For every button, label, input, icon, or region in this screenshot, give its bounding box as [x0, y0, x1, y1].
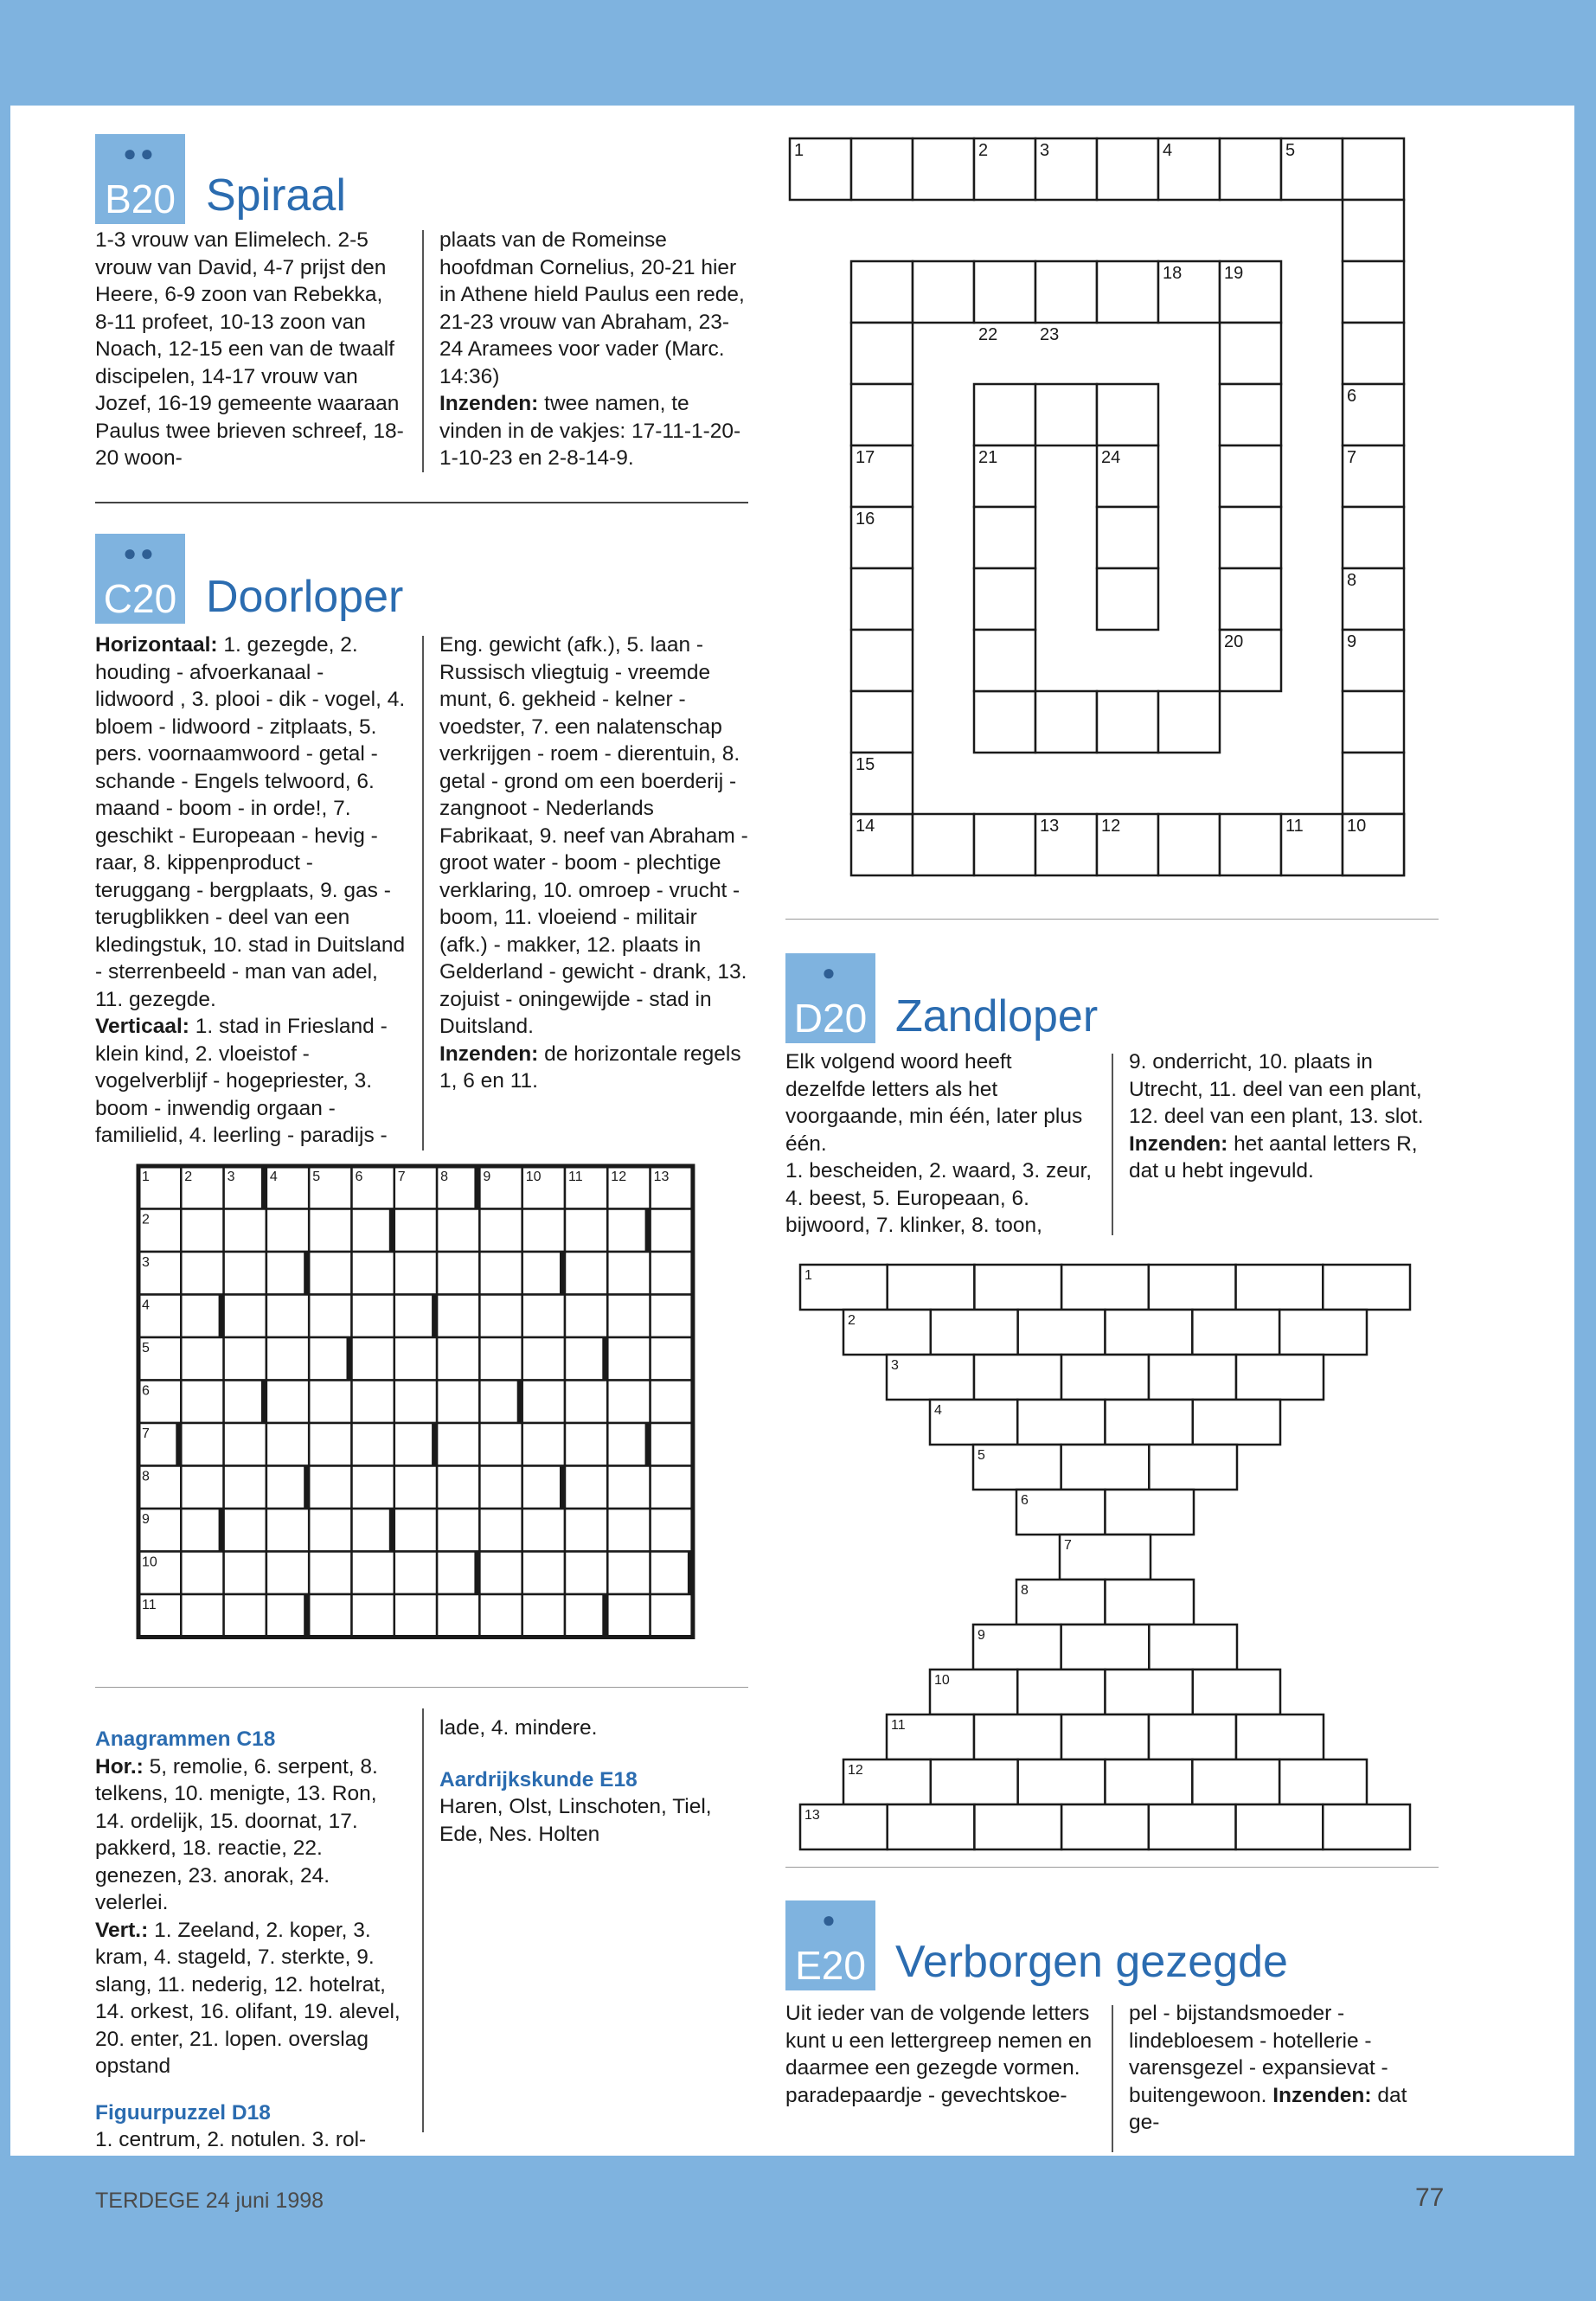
inzenden-label: Inzenden:	[1129, 1131, 1228, 1156]
zandloper-cell	[1061, 1625, 1150, 1670]
zandloper-cell	[1017, 1400, 1105, 1445]
cell-number: 13	[1040, 817, 1060, 836]
cell-number: 12	[1101, 817, 1121, 836]
zandloper-cell	[1279, 1310, 1367, 1355]
zandloper-cell	[1106, 1670, 1193, 1715]
zandloper-cell	[888, 1804, 975, 1849]
difficulty-dots: ●	[822, 959, 839, 985]
zandloper-cell	[1236, 1804, 1324, 1849]
cell-number: 4	[934, 1403, 942, 1418]
e20-clues-col2	[1129, 2000, 1442, 2137]
cell-number: 4	[269, 1170, 278, 1184]
zandloper-cell	[973, 1625, 1061, 1670]
anagrammen-title: Anagrammen C18	[95, 1727, 276, 1751]
inzenden-label: Inzenden:	[1272, 2083, 1372, 2107]
cell-number: 19	[1224, 264, 1244, 283]
page-number: 77	[1415, 2183, 1445, 2212]
cell-number: 10	[1347, 817, 1367, 836]
cell-number: 2	[142, 1212, 150, 1227]
cell-number: 12	[611, 1170, 627, 1184]
zandloper-cell	[887, 1355, 974, 1400]
d20-clues-text2: 9. onderricht, 10. plaats in Utrecht, 11. deel van een plant, 12. deel van een plant, 13. slot.	[1129, 1050, 1424, 1128]
e20-words2: pel - bijstandsmoeder - lindebloesem - hotellerie - varensgezel - expansievat - buitengewoon.	[1129, 2002, 1388, 2107]
inzenden-text: twee namen, te vinden in de vakjes: 17-11-1-20-1-10-23 en 2-8-14-9.	[439, 392, 741, 470]
cell-number: 5	[1285, 141, 1296, 160]
zandloper-cell	[1106, 1580, 1195, 1625]
cell-number: 6	[1021, 1493, 1029, 1508]
zandloper-cell	[1061, 1715, 1149, 1759]
cell-number: 1	[142, 1170, 150, 1184]
zandloper-cell	[931, 1310, 1018, 1355]
aardrijkskunde-text: Haren, Olst, Linschoten, Tiel, Ede, Nes. Holten	[439, 1795, 712, 1846]
zandloper-cell	[888, 1265, 975, 1310]
cell-number: 12	[848, 1763, 863, 1778]
cell-number: 10	[525, 1170, 542, 1184]
zandloper-cell	[1018, 1759, 1106, 1804]
zandloper-cell	[930, 1400, 1017, 1445]
zandloper-cell	[974, 1804, 1061, 1849]
cell-number: 23	[1040, 325, 1060, 344]
zandloper-cell	[1149, 1625, 1237, 1670]
cell-number: 16	[856, 510, 875, 529]
zandloper-cell	[1149, 1715, 1236, 1759]
zandloper-cell	[1193, 1400, 1280, 1445]
difficulty-dots: ●●	[123, 540, 157, 566]
e20-badge	[785, 1900, 875, 1990]
inzenden-text: dat ge-	[1129, 2083, 1407, 2134]
zandloper-cell	[1061, 1445, 1150, 1490]
d20-clues: 1. bescheiden, 2. waard, 3. zeur, 4. beest, 5. Europeaan, 6. bijwoord, 7. klinker, 8. toon,	[785, 1159, 1093, 1237]
zandloper-cell	[974, 1265, 1061, 1310]
cell-number: 24	[1101, 448, 1121, 467]
zandloper-cell	[1061, 1355, 1149, 1400]
zandloper-cell	[1106, 1400, 1193, 1445]
column-divider	[1112, 2005, 1113, 2152]
cell-number: 13	[653, 1170, 670, 1184]
cell-number: 2	[848, 1313, 856, 1328]
cell-number: 4	[142, 1298, 150, 1313]
zandloper-cell	[1018, 1310, 1106, 1355]
cell-number: 7	[1064, 1538, 1072, 1553]
zandloper-cell	[1149, 1355, 1236, 1400]
zandloper-cell	[1016, 1490, 1106, 1535]
cell-number: 18	[1163, 264, 1183, 283]
figuurpuzzel-text: 1. centrum, 2. notulen. 3. rol-	[95, 2128, 367, 2151]
inzenden-label: Inzenden:	[439, 392, 539, 415]
cell-number: 7	[397, 1170, 406, 1184]
magazine-footer: TERDEGE 24 juni 1998	[95, 2189, 324, 2213]
e20-title: Verborgen gezegde	[895, 1937, 1288, 1987]
cell-number: 11	[1285, 817, 1304, 836]
zandloper-cell	[1149, 1445, 1237, 1490]
cell-number: 1	[794, 141, 804, 160]
cell-number: 7	[1347, 448, 1357, 467]
zandloper-cell	[1279, 1759, 1367, 1804]
inzenden-label: Inzenden:	[439, 1042, 539, 1066]
zandloper-cell	[1149, 1804, 1236, 1849]
zandloper-cell	[1017, 1670, 1105, 1715]
anagrammen-hor: 5, remolie, 6. serpent, 8. telkens, 10. menigte, 13. Ron, 14. ordelijk, 15. doornat, 17. pakkerd, 18. reactie, 22. genezen, 23. anorak, 24. velerlei.	[95, 1754, 378, 1914]
verticaal-label: Verticaal:	[95, 1015, 189, 1038]
cell-number: 9	[142, 1512, 150, 1527]
e20-words: paradepaardje - gevechtskoe-	[785, 2083, 1067, 2107]
d20-intro: Elk volgend woord heeft dezelfde letters als het voorgaande, min één, later plus één.	[785, 1050, 1083, 1156]
zandloper-cell	[1193, 1670, 1280, 1715]
cell-number: 5	[142, 1341, 150, 1356]
zandloper-cell	[1192, 1759, 1279, 1804]
cell-number: 3	[227, 1170, 235, 1184]
cell-number: 3	[1040, 141, 1050, 160]
cell-number: 9	[1347, 632, 1357, 651]
cell-number: 1	[804, 1268, 812, 1283]
zandloper-cell	[800, 1265, 888, 1310]
c20-clues-text2: Eng. gewicht (afk.), 5. laan - Russisch vliegtuig - vreemde munt, 6. gekheid - kelner - voedster, 7. een nalatenschap verkrijgen - roem - dierentuin, 8. getal - grond om een boerderij - zangnoot - Nederlands Fabrikaat, 9. neef van Abraham - groot water - boom - plechtige verklaring, 10. omroep - vrucht - boom, 11. vloeiend - militair (afk.) - makker, 12. plaats in Gelderland - gewicht - drank, 13. zojuist - oningewijde - stad in Duitsland.	[439, 633, 748, 1038]
cell-number: 13	[804, 1808, 820, 1823]
cell-number: 3	[891, 1358, 899, 1373]
d20-title: Zandloper	[895, 991, 1099, 1042]
e20-intro: Uit ieder van de volgende letters kunt u een lettergreep nemen en daarmee een gezegde vormen.	[785, 2002, 1093, 2080]
cell-number: 14	[856, 817, 875, 836]
zandloper-cell	[974, 1715, 1061, 1759]
zandloper-cell	[1060, 1535, 1151, 1580]
cell-number: 2	[978, 141, 989, 160]
zandloper-cell	[1016, 1580, 1106, 1625]
cell-number: 11	[142, 1598, 157, 1612]
zandloper-cell	[1323, 1265, 1410, 1310]
zandloper-cell	[1061, 1804, 1149, 1849]
cell-number: 9	[977, 1628, 985, 1643]
horizontaal-clues: 1. gezegde, 2. houding - afvoerkanaal - lidwoord , 3. plooi - dik - vogel, 4. bloem - lidwoord - zitplaats, 5. pers. voornaamwoord - getal - schande - Engels telwoord, 6. maand - boom - in orde!, 7. geschikt - Europeaan - hevig - raar, 8. kippenproduct - teruggang - bergplaats, 9. gas - terugblikken - deel van een kledingstuk, 10. stad in Duitsland - sterrenbeeld - man van adel, 11. gezegde.	[95, 633, 406, 1011]
zandloper-cell	[973, 1445, 1061, 1490]
zandloper-cell	[1061, 1265, 1149, 1310]
zandloper-cell	[1323, 1804, 1410, 1849]
cell-number: 8	[142, 1469, 150, 1484]
zandloper-cell	[1192, 1310, 1279, 1355]
cell-number: 8	[440, 1170, 449, 1184]
puzzle-code: B20	[105, 176, 176, 221]
cell-number: 8	[1347, 571, 1357, 590]
zandloper-cell	[1236, 1355, 1324, 1400]
cell-number: 6	[355, 1170, 363, 1184]
hor-label: Hor.:	[95, 1754, 144, 1779]
puzzle-code: D20	[793, 996, 868, 1041]
vert-label: Vert.:	[95, 1918, 149, 1942]
figuurpuzzel-title: Figuurpuzzel D18	[95, 2100, 271, 2125]
difficulty-dots: ●●	[123, 140, 157, 166]
cell-number: 9	[483, 1170, 491, 1184]
cell-number: 5	[312, 1170, 321, 1184]
zandloper-cell	[1106, 1490, 1195, 1535]
cell-number: 21	[978, 448, 998, 467]
cell-number: 11	[568, 1170, 583, 1184]
horizontaal-label: Horizontaal:	[95, 633, 218, 657]
e20-clues-col1	[785, 2000, 1097, 2109]
zandloper-cell	[1106, 1310, 1193, 1355]
cell-number: 20	[1224, 632, 1244, 651]
inzenden-text: het aantal letters R, dat u hebt ingevuld.	[1129, 1131, 1418, 1183]
cell-number: 3	[142, 1255, 150, 1270]
cell-number: 7	[142, 1426, 150, 1441]
difficulty-dots: ●	[822, 1907, 839, 1932]
zandloper-cell	[1149, 1265, 1236, 1310]
cell-number: 10	[142, 1554, 157, 1570]
zandloper-cell	[1236, 1715, 1324, 1759]
figuurpuzzel-cont: lade, 4. mindere.	[439, 1716, 598, 1740]
cell-number: 6	[142, 1383, 150, 1399]
cell-number: 11	[891, 1718, 906, 1733]
cell-number: 8	[1021, 1583, 1029, 1598]
cell-number: 10	[934, 1673, 950, 1688]
c20-title: Doorloper	[206, 572, 404, 622]
cell-number: 4	[1163, 141, 1173, 160]
cell-number: 15	[856, 755, 875, 774]
zandloper-cell	[843, 1310, 931, 1355]
zandloper-cell	[1106, 1759, 1193, 1804]
anagrammen-vert: 1. Zeeland, 2. koper, 3. kram, 4. stageld, 7. sterkte, 9. slang, 11. nederig, 12. hotelrat, 14. orkest, 16. olifant, 19. alevel, 20. enter, 21. lopen. overslag opstand	[95, 1918, 401, 2078]
inzenden-text: de horizontale regels 1, 6 en 11.	[439, 1042, 741, 1093]
puzzle-code: E20	[795, 1943, 866, 1988]
zandloper-cell	[974, 1355, 1061, 1400]
zandloper-cell	[1236, 1265, 1324, 1310]
cell-number: 5	[977, 1448, 985, 1463]
b20-title: Spiraal	[206, 170, 346, 221]
zandloper-cell	[931, 1759, 1018, 1804]
b20-clues-text: 1-3 vrouw van Elimelech. 2-5 vrouw van David, 4-7 prijst den Heere, 6-9 zoon van Rebekka, 8-11 profeet, 10-13 zoon van Noach, 12-15 een van de twaalf discipelen, 14-17 vrouw van Jozef, 16-19 gemeente waaraan Paulus twee brieven schreef, 18-20 woon-	[95, 228, 404, 470]
b20-clues-text2: plaats van de Romeinse hoofdman Cornelius, 20-21 hier in Athene hield Paulus een rede, 21-23 vrouw van Abraham, 23-24 Aramees voor vader (Marc. 14:36)	[439, 228, 745, 388]
puzzle-code: C20	[103, 576, 177, 621]
section-divider	[785, 1867, 1439, 1868]
cell-number: 22	[978, 325, 998, 344]
aardrijkskunde-title: Aardrijkskunde E18	[439, 1767, 638, 1791]
cell-number: 2	[184, 1170, 193, 1184]
cell-number: 6	[1347, 387, 1357, 406]
verticaal-clues: 1. stad in Friesland - klein kind, 2. vloeistof - vogelverblijf - hogepriester, 3. boom - inwendig orgaan - familielid, 4. leerling - paradijs -	[95, 1015, 388, 1147]
cell-number: 17	[856, 448, 875, 467]
